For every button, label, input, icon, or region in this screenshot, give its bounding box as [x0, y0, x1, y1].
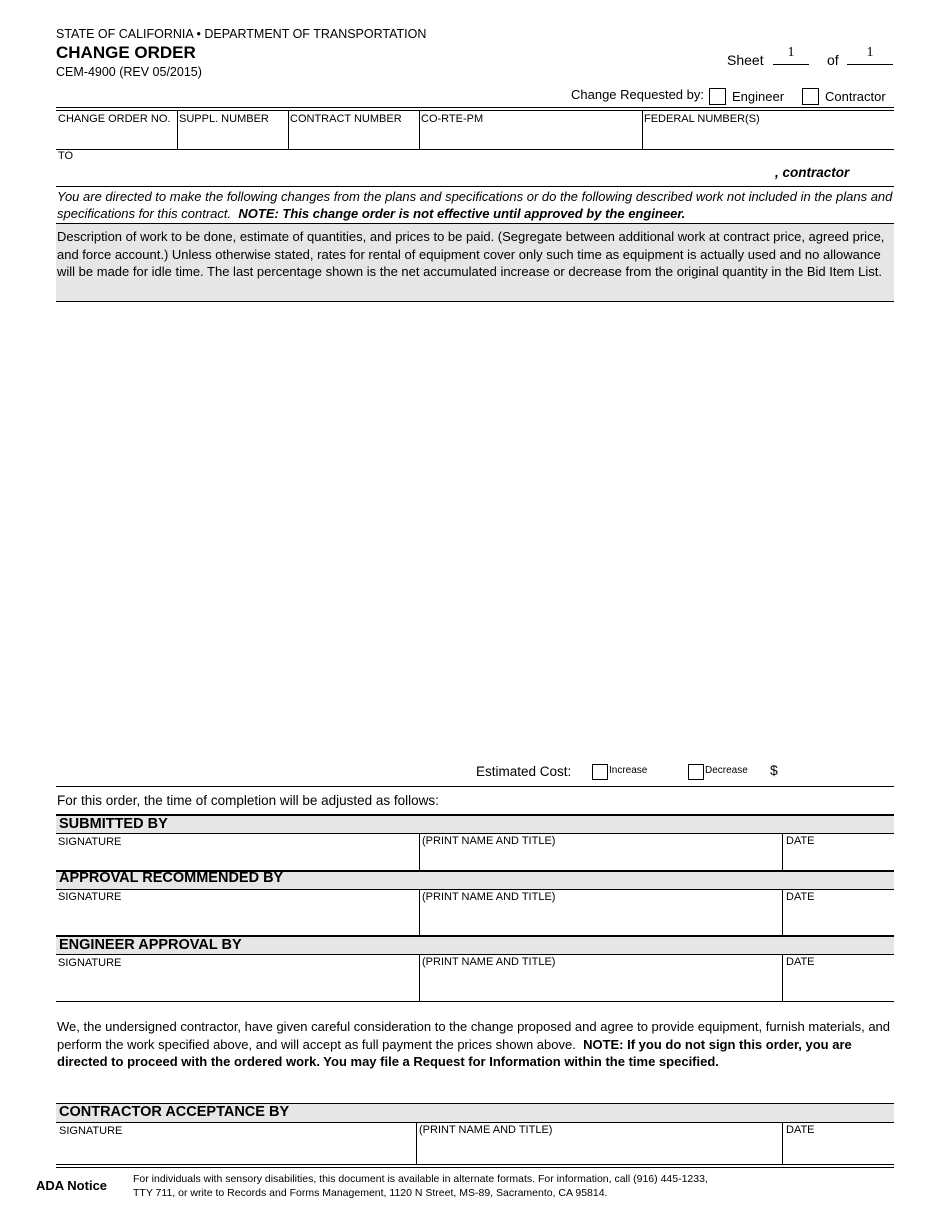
date-label: DATE: [786, 1124, 815, 1136]
directive-body: You are directed to make the following changes from the plans and specifications or do the following described work not included in the plans and specifications for this contract.: [57, 189, 893, 221]
agency-header: STATE OF CALIFORNIA • DEPARTMENT OF TRANSPORTATION: [56, 27, 427, 41]
submitted-by-title: SUBMITTED BY: [59, 816, 168, 832]
engineer-approval-title: ENGINEER APPROVAL BY: [59, 937, 242, 953]
ada-line-1: For individuals with sensory disabilities, this document is available in alternate formats. For information, call (916) 445-1233,: [133, 1173, 708, 1185]
description-text: Description of work to be done, estimate of quantities, and prices to be paid. (Segregate between additional work at contract price, agreed price, and force account.) Unless otherwise stated, rates for rental of equipment cover only such time as equipment is actually used and no allowance will be made for idle time. The last percentage shown is the net accumulated increase or decrease from the original quantity in the Bid Item List.: [57, 229, 885, 279]
co-rte-pm-field[interactable]: [421, 113, 641, 148]
currency-symbol: $: [770, 762, 778, 778]
sheet-label: Sheet: [727, 52, 764, 68]
suppl-number-field[interactable]: [179, 113, 287, 148]
to-label: TO: [58, 150, 74, 162]
engineer-checkbox[interactable]: [709, 88, 726, 105]
engineer-name-field[interactable]: [422, 956, 780, 1000]
form-number: CEM-4900 (REV 05/2015): [56, 65, 202, 79]
federal-numbers-label: FEDERAL NUMBER(S): [644, 113, 760, 125]
print-name-label: (PRINT NAME AND TITLE): [422, 891, 556, 903]
submitted-by-header: [56, 815, 894, 833]
recommended-date-field[interactable]: [786, 891, 892, 934]
contractor-label: Contractor: [825, 89, 886, 104]
directive-note: NOTE: This change order is not effective until approved by the engineer.: [238, 206, 686, 221]
submitted-signature-field[interactable]: [58, 836, 418, 869]
acceptance-body: We, the undersigned contractor, have given careful consideration to the change proposed and agree to provide equipment, furnish materials, and perform the work specified above, and will accept as full payment the prices shown above.: [57, 1019, 891, 1052]
estimated-cost-amount-field[interactable]: [782, 760, 892, 782]
contract-number-label: CONTRACT NUMBER: [290, 113, 402, 125]
engineer-label: Engineer: [732, 89, 785, 104]
total-sheets-field[interactable]: 1: [847, 45, 893, 65]
submitted-name-field[interactable]: [422, 835, 780, 869]
print-name-label: (PRINT NAME AND TITLE): [422, 835, 556, 847]
contractor-name-field[interactable]: [419, 1124, 780, 1163]
date-label: DATE: [786, 835, 815, 847]
estimated-cost-label: Estimated Cost:: [476, 764, 572, 779]
contract-number-field[interactable]: [290, 113, 418, 148]
suppl-number-label: SUPPL. NUMBER: [179, 113, 269, 125]
work-description-area[interactable]: [56, 304, 894, 754]
submitted-date-field[interactable]: [786, 835, 892, 869]
recommended-signature-field[interactable]: [58, 891, 418, 934]
recommended-name-field[interactable]: [422, 891, 780, 934]
signature-label: SIGNATURE: [58, 957, 122, 969]
co-rte-pm-label: CO-RTE-PM: [421, 113, 484, 125]
acceptance-note: NOTE: If you do not sign this order, you are directed to proceed with the ordered work. You may file a Request for Information within the time specified.: [57, 1036, 852, 1069]
decrease-label: Decrease: [705, 765, 748, 776]
signature-label: SIGNATURE: [59, 1125, 123, 1137]
date-label: DATE: [786, 956, 815, 968]
print-name-label: (PRINT NAME AND TITLE): [422, 956, 556, 968]
of-label: of: [827, 52, 839, 68]
change-order-no-label: CHANGE ORDER NO.: [58, 113, 171, 125]
form-title: CHANGE ORDER: [56, 43, 196, 62]
contractor-signature-field[interactable]: [59, 1125, 414, 1163]
print-name-label: (PRINT NAME AND TITLE): [419, 1124, 553, 1136]
engineer-signature-field[interactable]: [58, 957, 418, 1000]
date-label: DATE: [786, 891, 815, 903]
contractor-acceptance-title: CONTRACTOR ACCEPTANCE BY: [59, 1104, 290, 1120]
directive-text: [57, 188, 897, 222]
federal-numbers-field[interactable]: [644, 113, 893, 148]
ada-notice-text: [133, 1172, 708, 1200]
signature-label: SIGNATURE: [58, 891, 122, 903]
change-order-no-field[interactable]: [58, 113, 176, 148]
ada-line-2: TTY 711, or write to Records and Forms Management, 1120 N Street, MS-89, Sacramento, CA 95814.: [133, 1187, 608, 1199]
acceptance-statement: [57, 1018, 892, 1071]
sheet-number-field[interactable]: 1: [773, 45, 809, 65]
increase-label: Increase: [609, 765, 648, 776]
to-field[interactable]: [58, 150, 758, 184]
change-requested-label: Change Requested by:: [571, 87, 704, 102]
contractor-checkbox[interactable]: [802, 88, 819, 105]
contractor-suffix: , contractor: [775, 165, 850, 180]
time-adjustment-text: For this order, the time of completion will be adjusted as follows:: [57, 793, 439, 808]
decrease-checkbox[interactable]: [688, 764, 704, 780]
approval-recommended-title: APPROVAL RECOMMENDED BY: [59, 870, 284, 886]
engineer-date-field[interactable]: [786, 956, 892, 1000]
ada-notice-title: ADA Notice: [36, 1178, 108, 1193]
contractor-date-field[interactable]: [786, 1124, 892, 1163]
signature-label: SIGNATURE: [58, 836, 122, 848]
increase-checkbox[interactable]: [592, 764, 608, 780]
